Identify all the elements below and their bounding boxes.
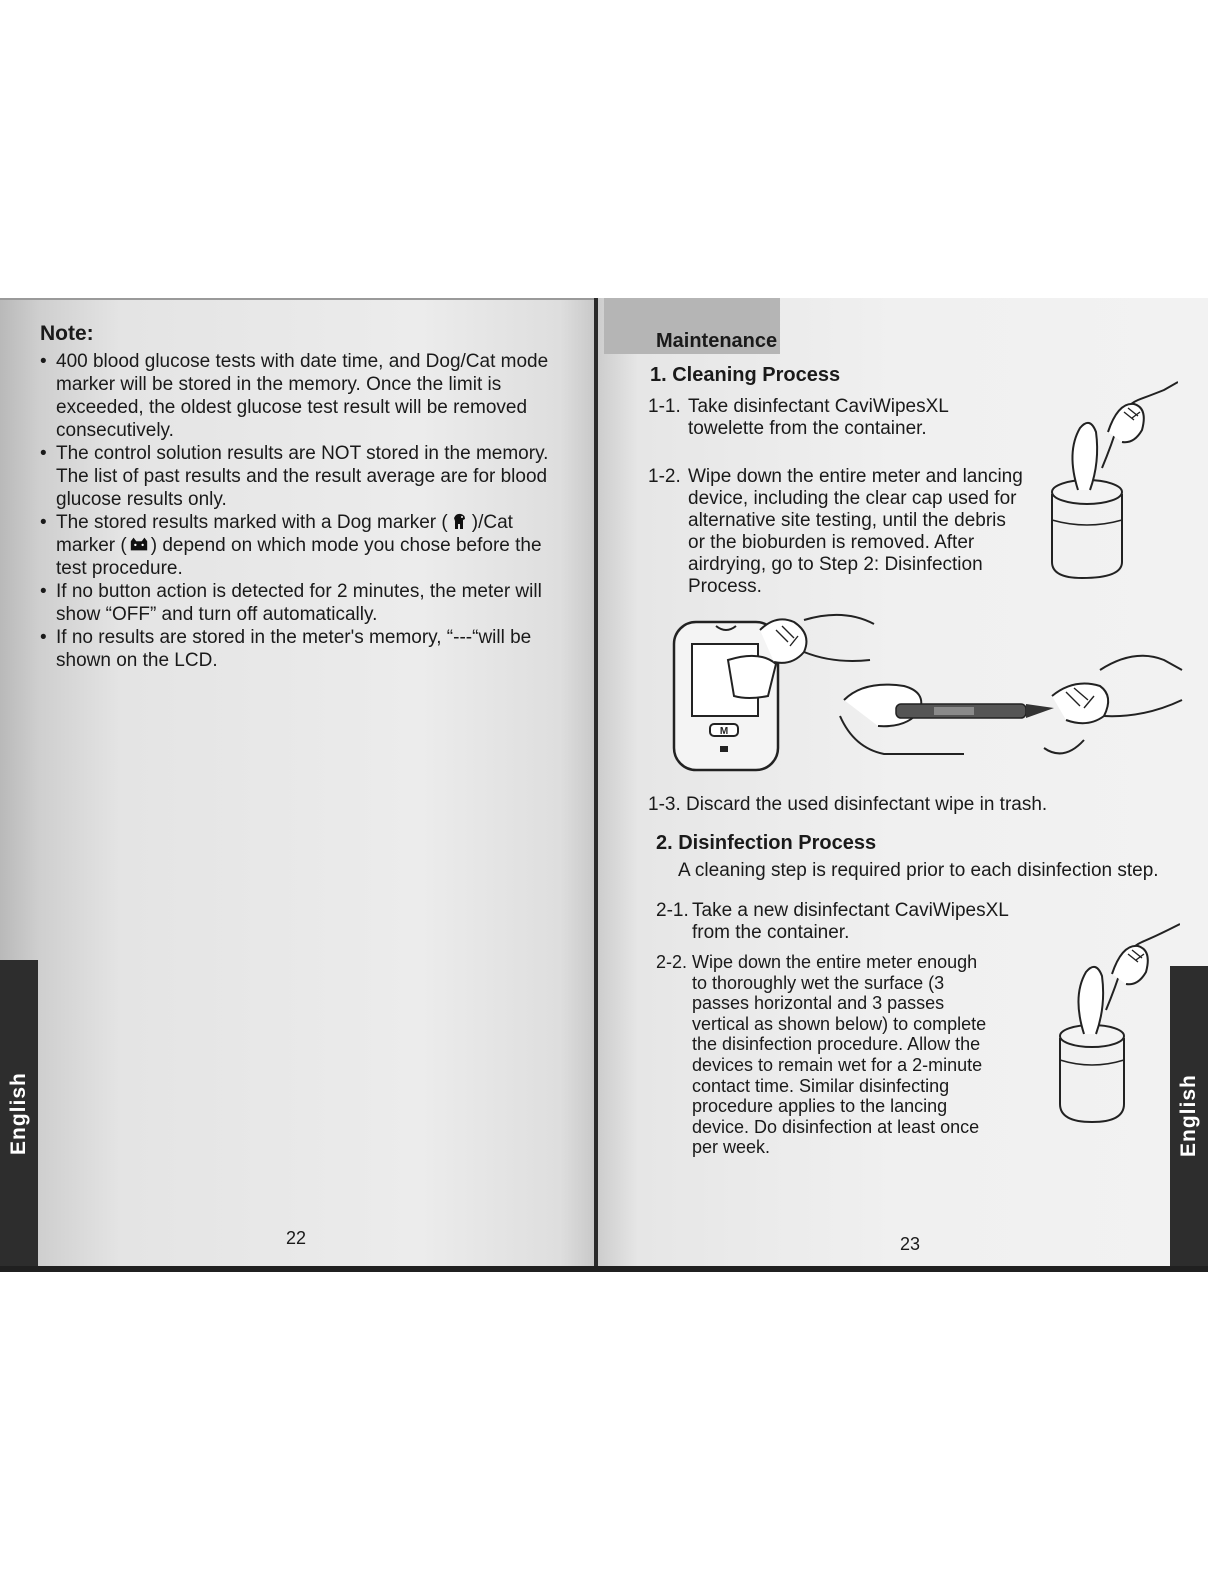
section-title: Maintenance bbox=[656, 330, 778, 352]
page-number: 22 bbox=[286, 1228, 307, 1248]
step-number: 2-1. bbox=[656, 900, 689, 921]
step-2-2 bbox=[656, 952, 996, 1158]
step-text: Wipe down the entire meter enough to thoroughly wet the surface (3 passes horizontal and 3 passes vertical as shown below) to complete the disinfection procedure. Allow the devices to remain wet for a 2-minute contact time. Similar disinfecting procedure applies to the lancing device. Do disinfection at least once per week. bbox=[692, 952, 987, 1158]
wipe-container-icon bbox=[1050, 908, 1180, 1128]
step-number: 1-2. bbox=[648, 466, 681, 487]
text-segment: )/Cat marker ( bbox=[56, 512, 513, 556]
text-segment: The stored results marked with a Dog marker ( bbox=[56, 512, 448, 533]
language-tab: English bbox=[0, 960, 38, 1268]
step-1-2 bbox=[648, 466, 1028, 598]
right-page bbox=[598, 298, 1208, 1266]
note-list bbox=[40, 350, 550, 672]
page-bottom-edge bbox=[0, 1266, 1208, 1272]
booklet-spread bbox=[0, 298, 1208, 1274]
list-item: • If no results are stored in the meter's memory, “---“will be shown on the LCD. bbox=[40, 626, 550, 672]
step-text: Take a new disinfectant CaviWipesXL from the container. bbox=[692, 900, 1009, 943]
step-2-1 bbox=[656, 900, 1036, 944]
meter-button-label: M bbox=[719, 726, 729, 737]
cleaning-heading: 1. Cleaning Process bbox=[650, 364, 841, 386]
step-text: Take disinfectant CaviWipesXL towelette from the container. bbox=[688, 396, 949, 439]
text-segment: ) depend on which mode you chose before the test procedure. bbox=[56, 535, 542, 579]
page-number: 23 bbox=[900, 1234, 921, 1254]
list-item: • The control solution results are NOT stored in the memory. The list of past results and the result average are for blood glucose results only. bbox=[40, 442, 550, 511]
list-item: • If no button action is detected for 2 minutes, the meter will show “OFF” and turn off automatically. bbox=[40, 580, 550, 626]
list-item: • 400 blood glucose tests with date time, and Dog/Cat mode marker will be stored in the memory. Once the limit is exceeded, the oldest glucose test result will be removed consecutively. bbox=[40, 350, 550, 442]
step-text: Wipe down the entire meter and lancing device, including the clear cap used for alternative site testing, until the debris or the bioburden is removed. After airdrying, go to Step 2: Disinfection Process. bbox=[688, 466, 1023, 597]
note-heading: Note: bbox=[40, 322, 94, 345]
cat-icon bbox=[129, 535, 149, 553]
dog-icon bbox=[450, 512, 470, 530]
step-number: 1-1. bbox=[648, 396, 681, 417]
step-1-1 bbox=[648, 396, 1028, 440]
list-item bbox=[40, 511, 550, 580]
language-tab: English bbox=[1170, 966, 1208, 1266]
disinfection-intro: A cleaning step is required prior to each disinfection step. bbox=[678, 860, 1159, 881]
step-number: 2-2. bbox=[656, 952, 688, 972]
disinfection-heading: 2. Disinfection Process bbox=[656, 832, 877, 854]
meter-icon bbox=[664, 600, 1184, 780]
step-1-3: 1-3. Discard the used disinfectant wipe in trash. bbox=[648, 794, 1048, 815]
wipe-container-icon bbox=[1038, 372, 1178, 582]
left-page bbox=[0, 298, 596, 1268]
